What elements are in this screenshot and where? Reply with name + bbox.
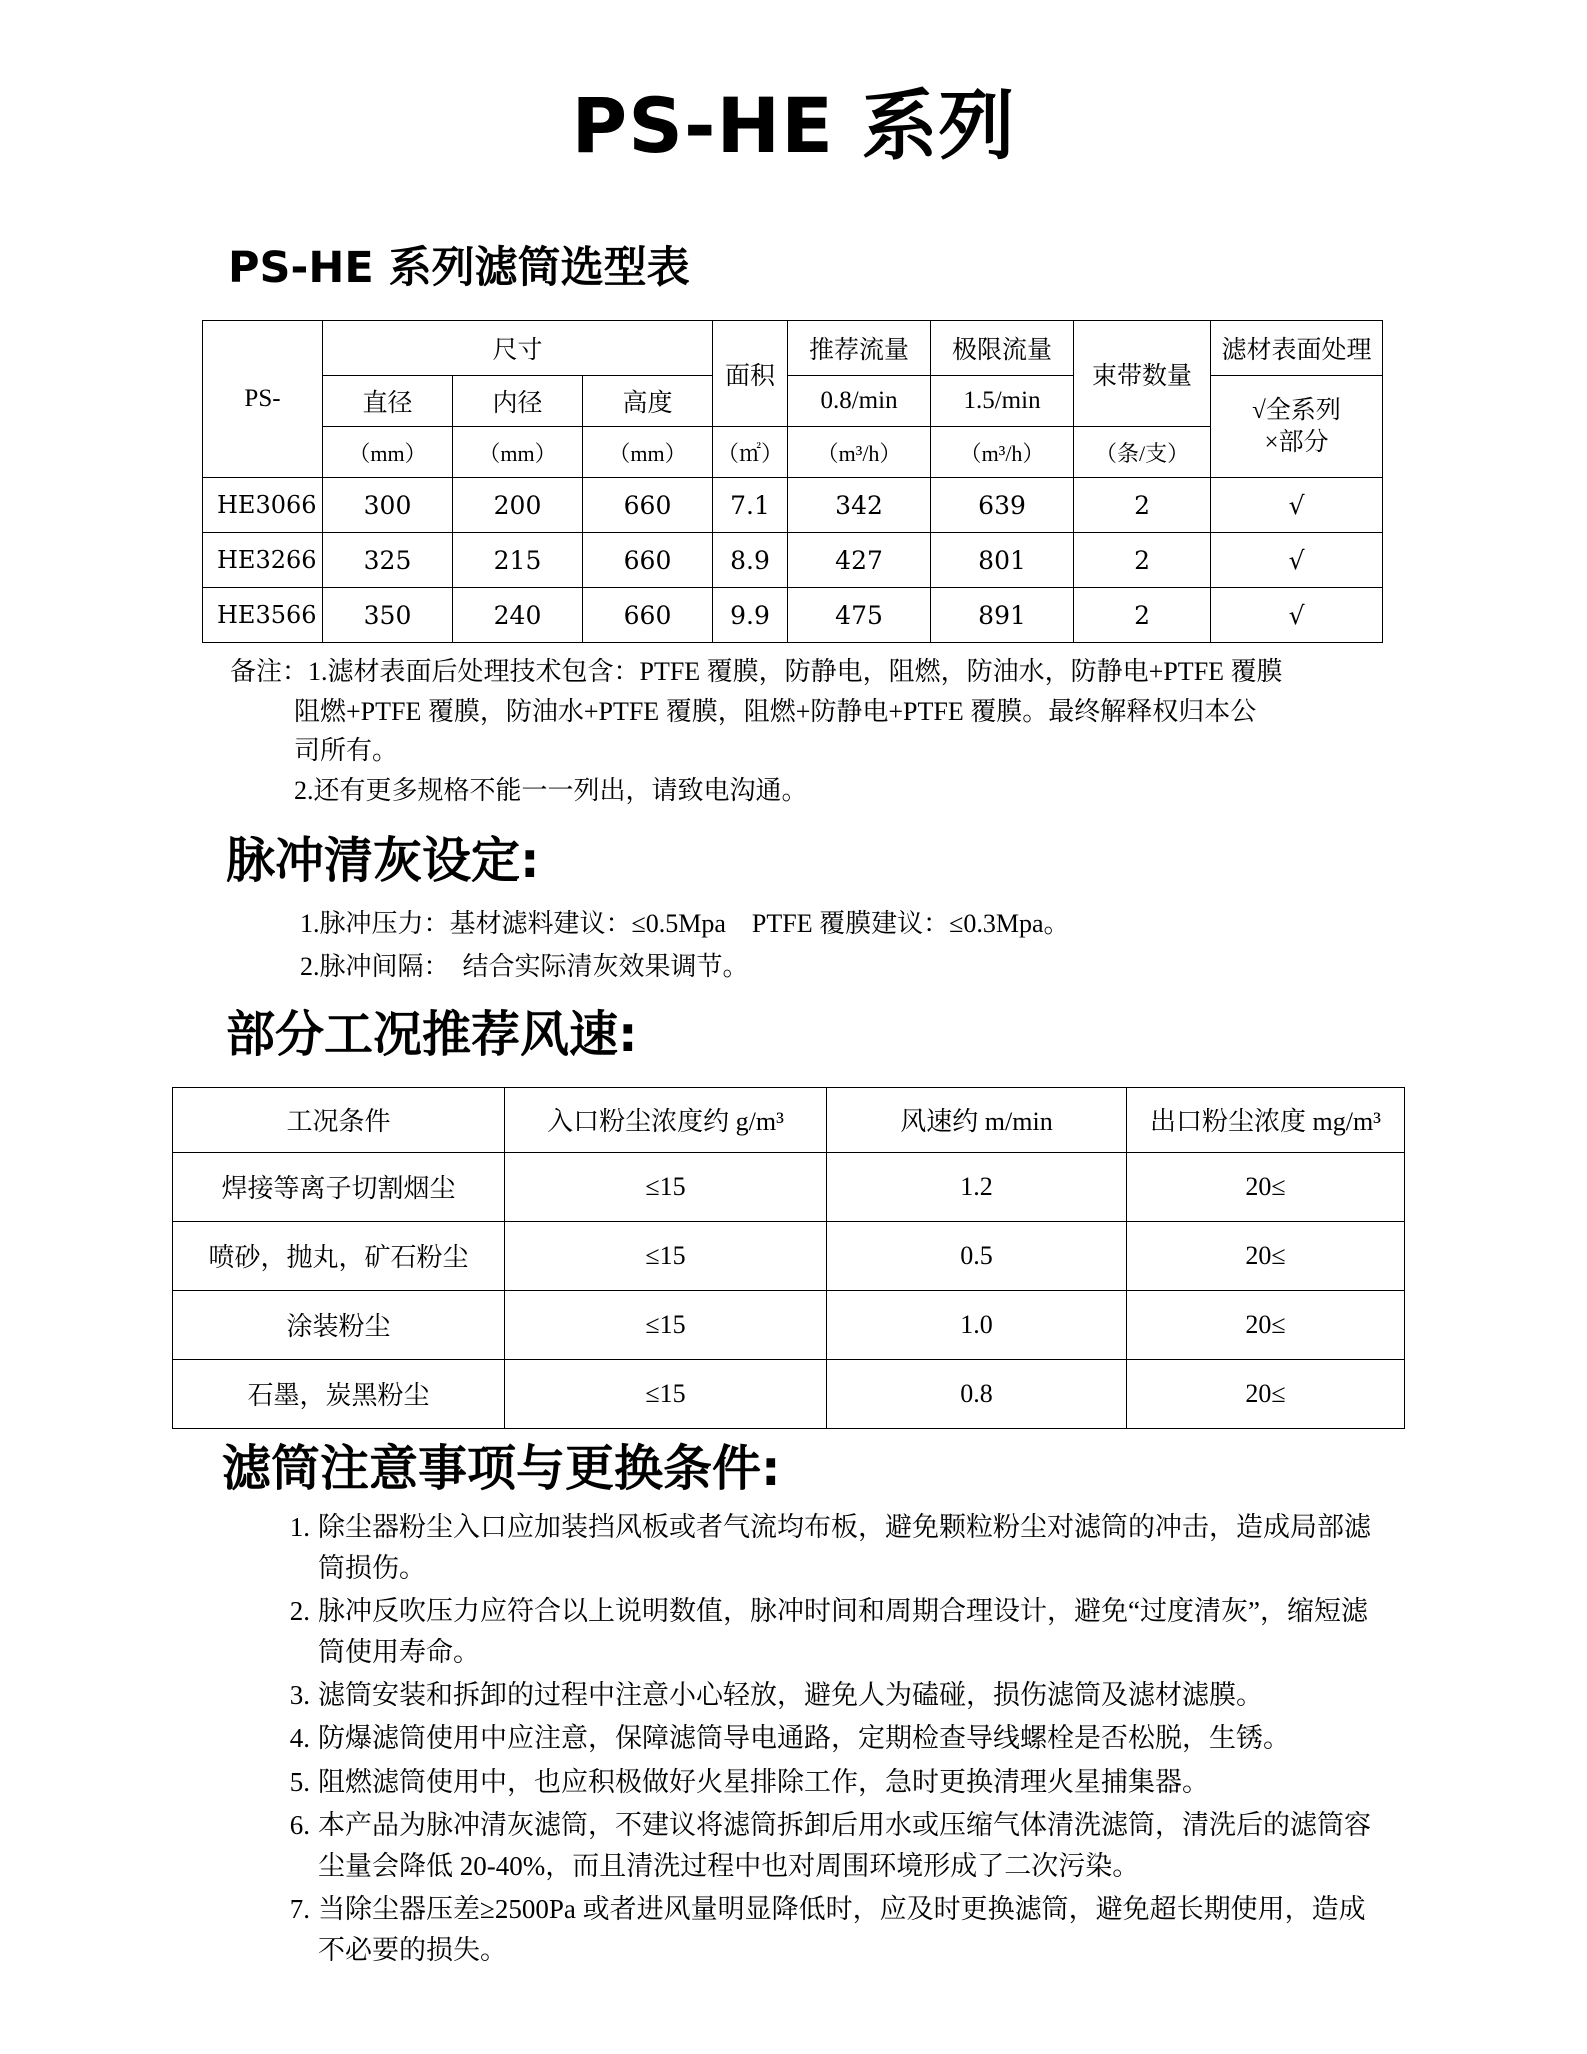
list-item-text: 除尘器粉尘入口应加装挡风板或者气流均布板，避免颗粒粉尘对滤筒的冲击，造成局部滤筒损伤。	[318, 1512, 1371, 1584]
table-row	[173, 1290, 1405, 1359]
wind-header-outlet: 出口粉尘浓度 mg/m³	[1127, 1087, 1405, 1152]
unit-height: （mm）	[583, 427, 713, 478]
cell-band-count: 2	[1074, 588, 1211, 643]
header-recommended-flow: 推荐流量	[788, 321, 931, 376]
header-surface-legend	[1211, 376, 1383, 478]
spec-table-container	[202, 320, 1587, 643]
list-item-text: 当除尘器压差≥2500Pa 或者进风量明显降低时，应及时更换滤筒，避免超长期使用，造成不必要的损失。	[318, 1893, 1366, 1965]
pulse-section-heading: 脉冲清灰设定:	[226, 831, 540, 889]
cell-limit-flow: 639	[931, 478, 1074, 533]
note-line-1: 备注：1.滤材表面后处理技术包含：PTFE 覆膜，防静电，阻燃，防油水，防静电+PTFE 覆膜	[230, 657, 1283, 687]
cell-height: 660	[583, 478, 713, 533]
list-item	[272, 1507, 1378, 1589]
list-item-number: 6.	[289, 1809, 310, 1840]
cell-band-count: 2	[1074, 533, 1211, 588]
cell-velocity: 1.2	[827, 1152, 1127, 1221]
cell-limit-flow: 801	[931, 533, 1074, 588]
cell-condition: 涂装粉尘	[173, 1290, 505, 1359]
cell-recommended-flow: 475	[788, 588, 931, 643]
list-item	[272, 1805, 1378, 1887]
list-item-text: 防爆滤筒使用中应注意，保障滤筒导电通路，定期检查导线螺栓是否松脱，生锈。	[318, 1723, 1290, 1754]
legend-partial: ×部分	[1264, 428, 1329, 456]
pulse-item-2: 2.脉冲间隔： 结合实际清灰效果调节。	[300, 951, 749, 981]
header-area: 面积	[713, 321, 788, 427]
list-item	[272, 1675, 1378, 1716]
unit-area: （㎡）	[713, 427, 788, 478]
unit-diameter: （mm）	[323, 427, 453, 478]
cell-surface: √	[1211, 533, 1383, 588]
cell-limit-flow: 891	[931, 588, 1074, 643]
table-row	[203, 588, 1383, 643]
unit-inner-diameter: （mm）	[453, 427, 583, 478]
cell-height: 660	[583, 533, 713, 588]
header-model: PS-	[203, 321, 323, 478]
cell-area: 7.1	[713, 478, 788, 533]
table-header-row-3	[203, 427, 1383, 478]
wind-header-velocity: 风速约 m/min	[827, 1087, 1127, 1152]
table-row	[173, 1359, 1405, 1428]
note-line-2: 阻燃+PTFE 覆膜，防油水+PTFE 覆膜，阻燃+防静电+PTFE 覆膜。最终解释权归本公	[294, 696, 1257, 726]
list-item-number: 2.	[289, 1596, 310, 1627]
header-diameter: 直径	[323, 376, 453, 427]
cell-model: HE3266	[203, 533, 323, 588]
pulse-item-1: 1.脉冲压力：基材滤料建议：≤0.5Mpa PTFE 覆膜建议：≤0.3Mpa。	[300, 908, 1070, 938]
spec-table-notes	[230, 652, 1587, 810]
cell-inlet: ≤15	[505, 1290, 827, 1359]
wind-header-condition: 工况条件	[173, 1087, 505, 1152]
cell-diameter: 300	[323, 478, 453, 533]
cell-diameter: 350	[323, 588, 453, 643]
cell-outlet: 20≤	[1127, 1152, 1405, 1221]
list-item-text: 滤筒安装和拆卸的过程中注意小心轻放，避免人为磕碰，损伤滤筒及滤材滤膜。	[318, 1680, 1263, 1711]
header-height: 高度	[583, 376, 713, 427]
cell-outlet: 20≤	[1127, 1290, 1405, 1359]
table-row	[203, 478, 1383, 533]
list-item-text: 阻燃滤筒使用中，也应积极做好火星排除工作，急时更换清理火星捕集器。	[318, 1766, 1209, 1797]
cell-outlet: 20≤	[1127, 1221, 1405, 1290]
spec-table-heading: PS-HE 系列滤筒选型表	[228, 243, 690, 293]
list-item-text: 脉冲反吹压力应符合以上说明数值，脉冲时间和周期合理设计，避免“过度清灰”，缩短滤筒使用寿命。	[318, 1596, 1368, 1668]
wind-table-header-row	[173, 1087, 1405, 1152]
cell-condition: 石墨，炭黑粉尘	[173, 1359, 505, 1428]
page-title: PS-HE 系列	[571, 81, 1016, 170]
cell-band-count: 2	[1074, 478, 1211, 533]
table-header-row-1	[203, 321, 1383, 376]
cell-outlet: 20≤	[1127, 1359, 1405, 1428]
list-item-number: 5.	[289, 1766, 310, 1797]
header-dimension-group: 尺寸	[323, 321, 713, 376]
cell-condition: 喷砂，抛丸，矿石粉尘	[173, 1221, 505, 1290]
cell-velocity: 0.5	[827, 1221, 1127, 1290]
cell-condition: 焊接等离子切割烟尘	[173, 1152, 505, 1221]
cell-diameter: 325	[323, 533, 453, 588]
wind-table	[172, 1087, 1405, 1429]
legend-full: √全系列	[1252, 396, 1341, 424]
header-recommended-flow-rate: 0.8/min	[788, 376, 931, 427]
wind-section-heading: 部分工况推荐风速:	[226, 1005, 638, 1063]
header-inner-diameter: 内径	[453, 376, 583, 427]
table-row	[173, 1221, 1405, 1290]
cell-area: 9.9	[713, 588, 788, 643]
header-band-count: 束带数量	[1074, 321, 1211, 427]
cell-model: HE3566	[203, 588, 323, 643]
pulse-settings-list	[300, 903, 1587, 989]
note-line-3: 司所有。	[294, 736, 399, 766]
cell-model: HE3066	[203, 478, 323, 533]
list-item-number: 4.	[289, 1723, 310, 1754]
cell-inlet: ≤15	[505, 1221, 827, 1290]
cell-surface: √	[1211, 478, 1383, 533]
list-item	[272, 1889, 1378, 1971]
table-row	[173, 1152, 1405, 1221]
cell-velocity: 0.8	[827, 1359, 1127, 1428]
unit-limit-flow: （m³/h）	[931, 427, 1074, 478]
list-item-number: 1.	[289, 1512, 310, 1543]
wind-header-inlet: 入口粉尘浓度约 g/m³	[505, 1087, 827, 1152]
unit-recommended-flow: （m³/h）	[788, 427, 931, 478]
list-item-text: 本产品为脉冲清灰滤筒，不建议将滤筒拆卸后用水或压缩气体清洗滤筒，清洗后的滤筒容尘量会降低 20-40%，而且清洗过程中也对周围环境形成了二次污染。	[318, 1809, 1371, 1881]
header-limit-flow: 极限流量	[931, 321, 1074, 376]
cell-velocity: 1.0	[827, 1290, 1127, 1359]
cell-height: 660	[583, 588, 713, 643]
wind-table-container	[172, 1087, 1587, 1429]
header-limit-flow-rate: 1.5/min	[931, 376, 1074, 427]
spec-table	[202, 320, 1383, 643]
header-surface-treatment: 滤材表面处理	[1211, 321, 1383, 376]
unit-band-count: （条/支）	[1074, 427, 1211, 478]
list-item	[272, 1718, 1378, 1759]
table-row	[203, 533, 1383, 588]
note-line-4: 2.还有更多规格不能一一列出，请致电沟通。	[294, 775, 808, 805]
cell-recommended-flow: 342	[788, 478, 931, 533]
cell-inner-diameter: 200	[453, 478, 583, 533]
cell-area: 8.9	[713, 533, 788, 588]
list-item-number: 3.	[289, 1680, 310, 1711]
cell-inlet: ≤15	[505, 1359, 827, 1428]
cautions-list	[0, 1507, 1587, 1970]
cell-inner-diameter: 215	[453, 533, 583, 588]
cautions-section-heading: 滤筒注意事项与更换条件:	[222, 1439, 781, 1497]
cell-surface: √	[1211, 588, 1383, 643]
cell-inlet: ≤15	[505, 1152, 827, 1221]
cell-recommended-flow: 427	[788, 533, 931, 588]
cell-inner-diameter: 240	[453, 588, 583, 643]
list-item	[272, 1591, 1378, 1673]
list-item	[272, 1762, 1378, 1803]
list-item-number: 7.	[289, 1893, 310, 1924]
